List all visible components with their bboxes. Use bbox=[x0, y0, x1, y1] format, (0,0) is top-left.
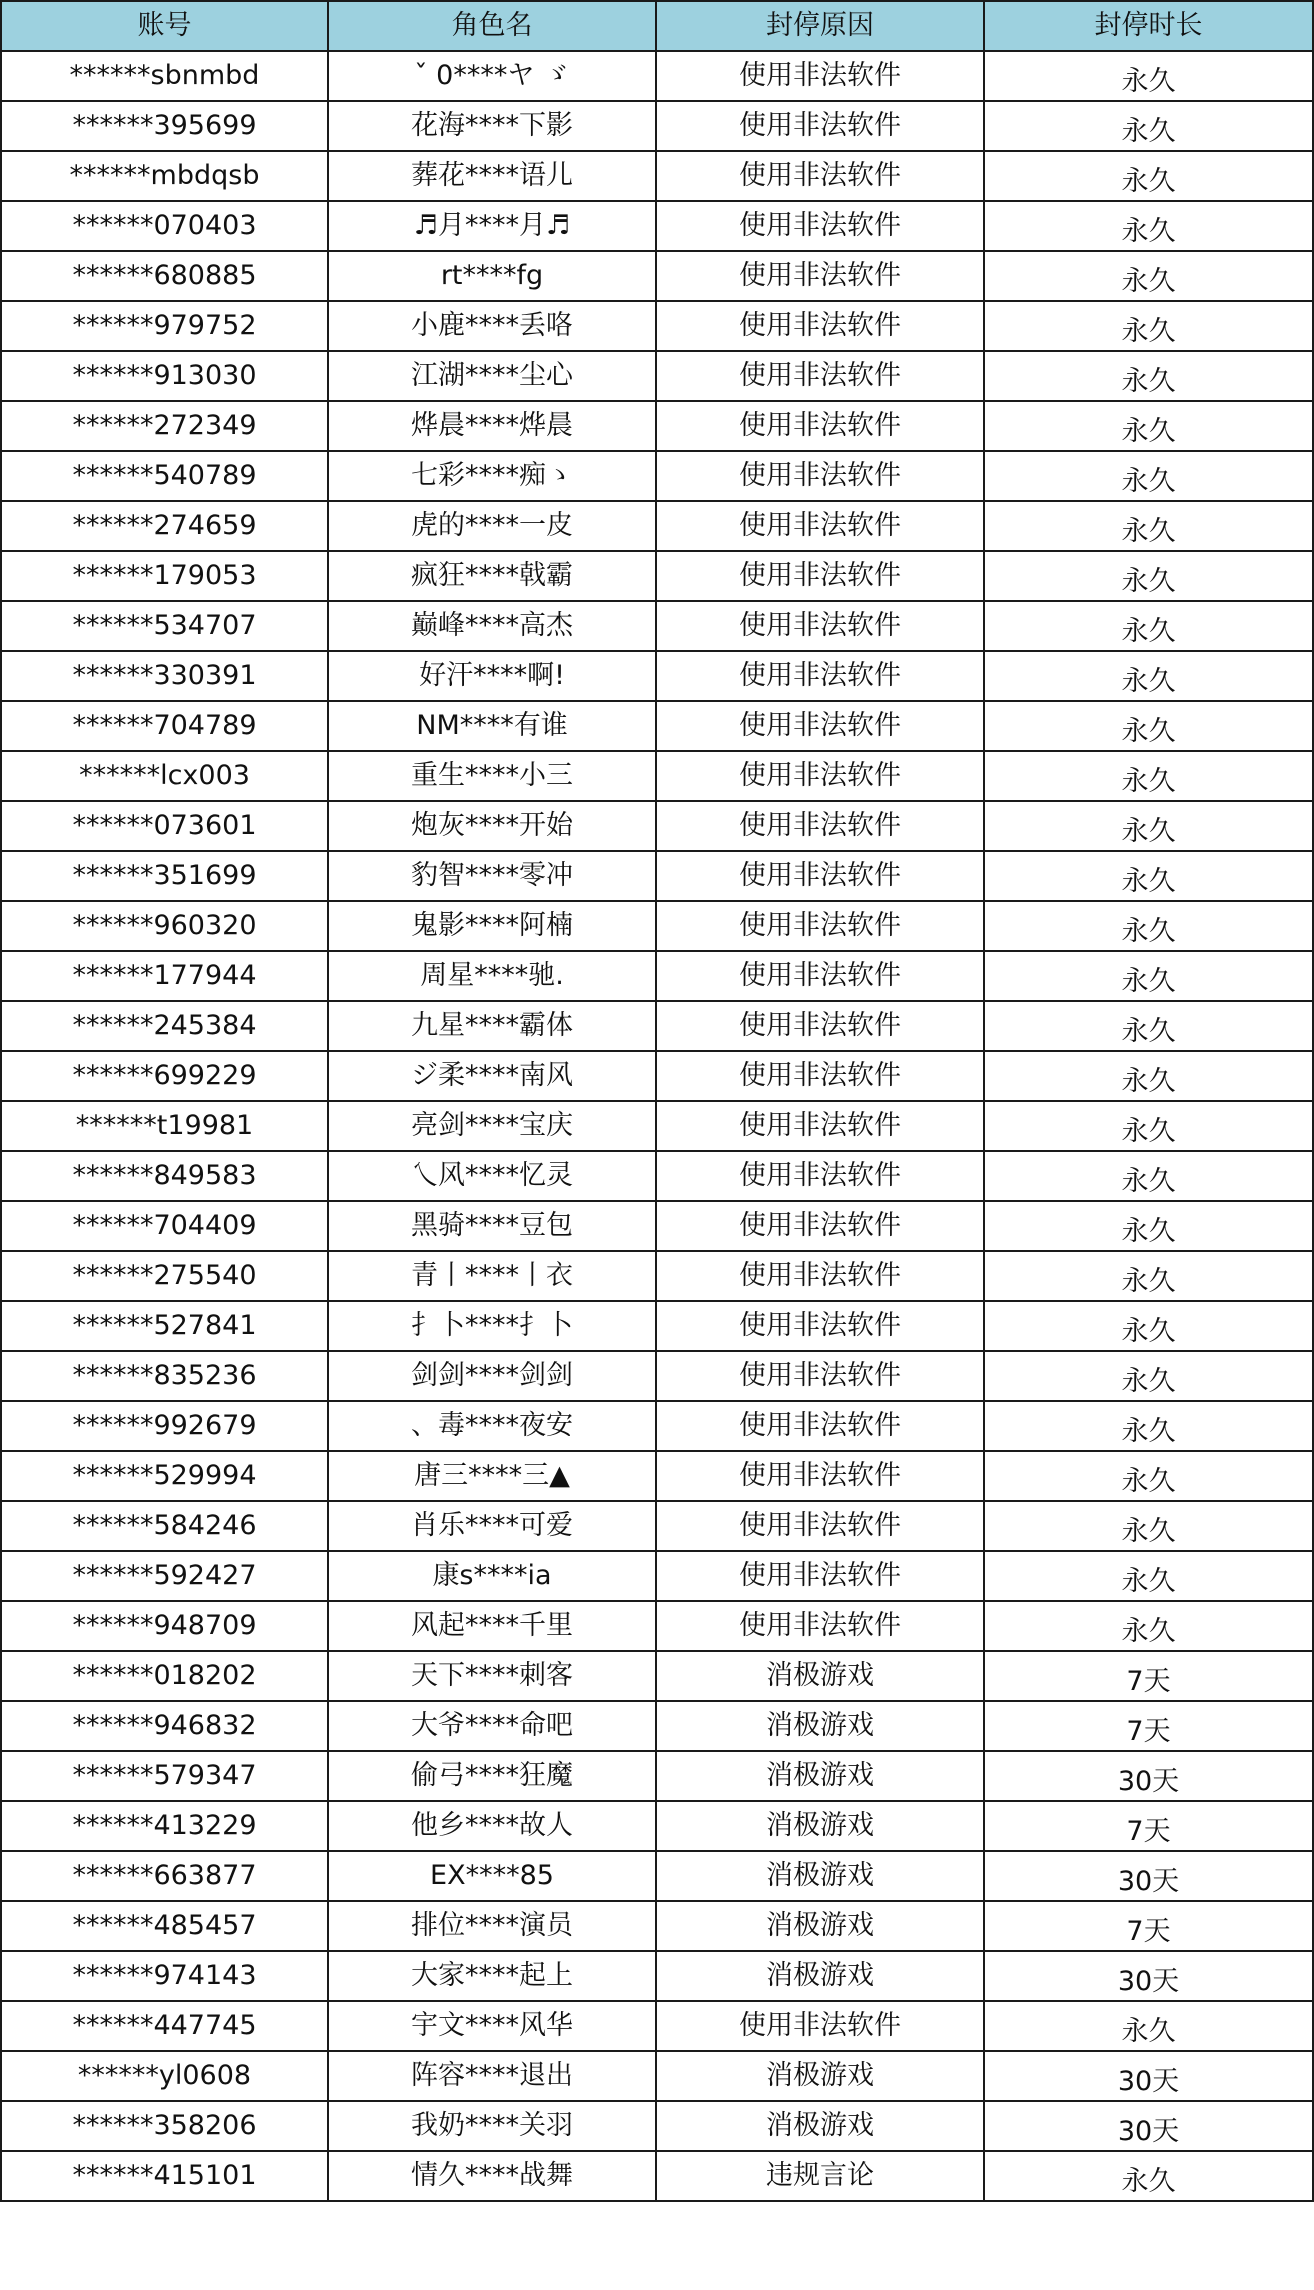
account-cell: ******413229 bbox=[1, 1801, 328, 1851]
role-name-cell: 我奶****关羽 bbox=[328, 2101, 656, 2151]
ban-duration-cell: 30天 bbox=[984, 1951, 1313, 2001]
ban-duration-cell: 永久 bbox=[984, 751, 1313, 801]
ban-duration-cell: 永久 bbox=[984, 1151, 1313, 1201]
ban-duration-cell: 永久 bbox=[984, 801, 1313, 851]
table-body bbox=[1, 51, 1313, 2201]
table-row bbox=[1, 651, 1313, 701]
ban-reason-cell: 使用非法软件 bbox=[656, 601, 984, 651]
account-cell: ******529994 bbox=[1, 1451, 328, 1501]
ban-reason-cell: 使用非法软件 bbox=[656, 701, 984, 751]
table-row bbox=[1, 1601, 1313, 1651]
table-row bbox=[1, 901, 1313, 951]
table-row bbox=[1, 751, 1313, 801]
account-cell: ******584246 bbox=[1, 1501, 328, 1551]
role-name-cell: 乀风****忆灵 bbox=[328, 1151, 656, 1201]
role-name-cell: 虎的****一皮 bbox=[328, 501, 656, 551]
account-cell: ******979752 bbox=[1, 301, 328, 351]
ban-reason-cell: 使用非法软件 bbox=[656, 51, 984, 101]
table-row bbox=[1, 351, 1313, 401]
table-row bbox=[1, 1501, 1313, 1551]
table-row bbox=[1, 451, 1313, 501]
ban-duration-cell: 永久 bbox=[984, 251, 1313, 301]
table-row bbox=[1, 2101, 1313, 2151]
table-row bbox=[1, 151, 1313, 201]
ban-duration-cell: 永久 bbox=[984, 1551, 1313, 1601]
ban-reason-cell: 使用非法软件 bbox=[656, 1101, 984, 1151]
ban-reason-cell: 使用非法软件 bbox=[656, 1351, 984, 1401]
ban-duration-cell: 永久 bbox=[984, 901, 1313, 951]
account-cell: ******395699 bbox=[1, 101, 328, 151]
table-row bbox=[1, 551, 1313, 601]
ban-duration-cell: 永久 bbox=[984, 1501, 1313, 1551]
ban-duration-cell: 永久 bbox=[984, 1101, 1313, 1151]
ban-duration-cell: 30天 bbox=[984, 2051, 1313, 2101]
table-row bbox=[1, 1751, 1313, 1801]
account-cell: ******699229 bbox=[1, 1051, 328, 1101]
ban-duration-cell: 永久 bbox=[984, 651, 1313, 701]
ban-duration-cell: 永久 bbox=[984, 2151, 1313, 2201]
ban-reason-cell: 使用非法软件 bbox=[656, 1301, 984, 1351]
ban-duration-cell: 永久 bbox=[984, 301, 1313, 351]
ban-reason-cell: 使用非法软件 bbox=[656, 1501, 984, 1551]
role-name-cell: 宇文****风华 bbox=[328, 2001, 656, 2051]
role-name-cell: 他乡****故人 bbox=[328, 1801, 656, 1851]
ban-reason-cell: 使用非法软件 bbox=[656, 1151, 984, 1201]
ban-duration-cell: 永久 bbox=[984, 2001, 1313, 2051]
table-row bbox=[1, 701, 1313, 751]
ban-duration-cell: 永久 bbox=[984, 1401, 1313, 1451]
table-row bbox=[1, 501, 1313, 551]
account-cell: ******704789 bbox=[1, 701, 328, 751]
role-name-cell: 花海****下影 bbox=[328, 101, 656, 151]
account-cell: ******t19981 bbox=[1, 1101, 328, 1151]
table-row bbox=[1, 1101, 1313, 1151]
table-row bbox=[1, 601, 1313, 651]
account-cell: ******sbnmbd bbox=[1, 51, 328, 101]
ban-duration-cell: 永久 bbox=[984, 201, 1313, 251]
table-row bbox=[1, 1401, 1313, 1451]
account-cell: ******992679 bbox=[1, 1401, 328, 1451]
role-name-cell: 亮剑****宝庆 bbox=[328, 1101, 656, 1151]
ban-duration-cell: 永久 bbox=[984, 101, 1313, 151]
table-row bbox=[1, 2001, 1313, 2051]
header-ban-duration: 封停时长 bbox=[984, 1, 1313, 51]
table-row bbox=[1, 1201, 1313, 1251]
role-name-cell: 风起****千里 bbox=[328, 1601, 656, 1651]
table-row bbox=[1, 851, 1313, 901]
account-cell: ******mbdqsb bbox=[1, 151, 328, 201]
ban-reason-cell: 使用非法软件 bbox=[656, 501, 984, 551]
role-name-cell: 重生****小三 bbox=[328, 751, 656, 801]
table-row bbox=[1, 201, 1313, 251]
ban-duration-cell: 永久 bbox=[984, 1301, 1313, 1351]
account-cell: ******447745 bbox=[1, 2001, 328, 2051]
role-name-cell: 周星****驰. bbox=[328, 951, 656, 1001]
role-name-cell: 阵容****退出 bbox=[328, 2051, 656, 2101]
ban-reason-cell: 消极游戏 bbox=[656, 1701, 984, 1751]
ban-reason-cell: 使用非法软件 bbox=[656, 1401, 984, 1451]
ban-duration-cell: 永久 bbox=[984, 1001, 1313, 1051]
ban-reason-cell: 使用非法软件 bbox=[656, 1451, 984, 1501]
account-cell: ******070403 bbox=[1, 201, 328, 251]
table-row bbox=[1, 1001, 1313, 1051]
ban-duration-cell: 永久 bbox=[984, 1251, 1313, 1301]
ban-reason-cell: 使用非法软件 bbox=[656, 451, 984, 501]
role-name-cell: 唐三****三▲ bbox=[328, 1451, 656, 1501]
account-cell: ******073601 bbox=[1, 801, 328, 851]
ban-reason-cell: 消极游戏 bbox=[656, 2051, 984, 2101]
role-name-cell: 小鹿****丢咯 bbox=[328, 301, 656, 351]
ban-reason-cell: 使用非法软件 bbox=[656, 201, 984, 251]
ban-duration-cell: 永久 bbox=[984, 151, 1313, 201]
account-cell: ******yl0608 bbox=[1, 2051, 328, 2101]
ban-duration-cell: 永久 bbox=[984, 451, 1313, 501]
ban-reason-cell: 使用非法软件 bbox=[656, 551, 984, 601]
table-row bbox=[1, 1651, 1313, 1701]
ban-duration-cell: 7天 bbox=[984, 1901, 1313, 1951]
ban-reason-cell: 使用非法软件 bbox=[656, 1251, 984, 1301]
ban-reason-cell: 使用非法软件 bbox=[656, 1051, 984, 1101]
account-cell: ******835236 bbox=[1, 1351, 328, 1401]
role-name-cell: 排位****演员 bbox=[328, 1901, 656, 1951]
account-cell: ******275540 bbox=[1, 1251, 328, 1301]
table-row bbox=[1, 1701, 1313, 1751]
account-cell: ******704409 bbox=[1, 1201, 328, 1251]
role-name-cell: 九星****霸体 bbox=[328, 1001, 656, 1051]
header-account: 账号 bbox=[1, 1, 328, 51]
table-row bbox=[1, 1301, 1313, 1351]
role-name-cell: 剑剑****剑剑 bbox=[328, 1351, 656, 1401]
table-row bbox=[1, 1151, 1313, 1201]
account-cell: ******272349 bbox=[1, 401, 328, 451]
ban-reason-cell: 使用非法软件 bbox=[656, 2001, 984, 2051]
account-cell: ******680885 bbox=[1, 251, 328, 301]
table-row bbox=[1, 101, 1313, 151]
ban-reason-cell: 消极游戏 bbox=[656, 1851, 984, 1901]
role-name-cell: EX****85 bbox=[328, 1851, 656, 1901]
account-cell: ******849583 bbox=[1, 1151, 328, 1201]
account-cell: ******527841 bbox=[1, 1301, 328, 1351]
ban-duration-cell: 永久 bbox=[984, 401, 1313, 451]
ban-reason-cell: 使用非法软件 bbox=[656, 801, 984, 851]
role-name-cell: 巅峰****高杰 bbox=[328, 601, 656, 651]
ban-duration-cell: 永久 bbox=[984, 1451, 1313, 1501]
ban-reason-cell: 使用非法软件 bbox=[656, 851, 984, 901]
ban-reason-cell: 使用非法软件 bbox=[656, 351, 984, 401]
role-name-cell: 、毒****夜安 bbox=[328, 1401, 656, 1451]
table-row bbox=[1, 1801, 1313, 1851]
ban-duration-cell: 永久 bbox=[984, 501, 1313, 551]
role-name-cell: 好汗****啊! bbox=[328, 651, 656, 701]
table-row bbox=[1, 951, 1313, 1001]
account-cell: ******358206 bbox=[1, 2101, 328, 2151]
ban-reason-cell: 使用非法软件 bbox=[656, 1001, 984, 1051]
ban-duration-cell: 永久 bbox=[984, 51, 1313, 101]
ban-duration-cell: 永久 bbox=[984, 701, 1313, 751]
role-name-cell: 鬼影****阿楠 bbox=[328, 901, 656, 951]
table-row bbox=[1, 301, 1313, 351]
ban-reason-cell: 使用非法软件 bbox=[656, 651, 984, 701]
account-cell: ******948709 bbox=[1, 1601, 328, 1651]
role-name-cell: 葬花****语儿 bbox=[328, 151, 656, 201]
ban-reason-cell: 使用非法软件 bbox=[656, 901, 984, 951]
ban-duration-cell: 30天 bbox=[984, 2101, 1313, 2151]
ban-reason-cell: 使用非法软件 bbox=[656, 751, 984, 801]
ban-reason-cell: 使用非法软件 bbox=[656, 251, 984, 301]
account-cell: ******274659 bbox=[1, 501, 328, 551]
role-name-cell: 肖乐****可爱 bbox=[328, 1501, 656, 1551]
table-row bbox=[1, 1551, 1313, 1601]
role-name-cell: 青丨****丨衣 bbox=[328, 1251, 656, 1301]
table-row bbox=[1, 1451, 1313, 1501]
table-row bbox=[1, 251, 1313, 301]
table-row bbox=[1, 2151, 1313, 2201]
ban-duration-cell: 永久 bbox=[984, 1351, 1313, 1401]
role-name-cell: ジ柔****南风 bbox=[328, 1051, 656, 1101]
role-name-cell: 烨晨****烨晨 bbox=[328, 401, 656, 451]
ban-reason-cell: 使用非法软件 bbox=[656, 151, 984, 201]
account-cell: ******415101 bbox=[1, 2151, 328, 2201]
ban-reason-cell: 消极游戏 bbox=[656, 1651, 984, 1701]
role-name-cell: NM****有谁 bbox=[328, 701, 656, 751]
role-name-cell: ˇ 0****ヤ ゞ bbox=[328, 51, 656, 101]
role-name-cell: 豹智****零冲 bbox=[328, 851, 656, 901]
role-name-cell: 扌卜****扌卜 bbox=[328, 1301, 656, 1351]
table-row bbox=[1, 1851, 1313, 1901]
account-cell: ******018202 bbox=[1, 1651, 328, 1701]
account-cell: ******579347 bbox=[1, 1751, 328, 1801]
role-name-cell: rt****fg bbox=[328, 251, 656, 301]
ban-reason-cell: 使用非法软件 bbox=[656, 1601, 984, 1651]
table-row bbox=[1, 1951, 1313, 2001]
ban-reason-cell: 使用非法软件 bbox=[656, 101, 984, 151]
account-cell: ******534707 bbox=[1, 601, 328, 651]
ban-reason-cell: 使用非法软件 bbox=[656, 1201, 984, 1251]
ban-reason-cell: 消极游戏 bbox=[656, 1751, 984, 1801]
header-row bbox=[1, 1, 1313, 51]
account-cell: ******540789 bbox=[1, 451, 328, 501]
account-cell: ******245384 bbox=[1, 1001, 328, 1051]
ban-duration-cell: 永久 bbox=[984, 1051, 1313, 1101]
role-name-cell: 康s****ia bbox=[328, 1551, 656, 1601]
ban-duration-cell: 永久 bbox=[984, 351, 1313, 401]
account-cell: ******974143 bbox=[1, 1951, 328, 2001]
ban-reason-cell: 违规言论 bbox=[656, 2151, 984, 2201]
table-row bbox=[1, 2051, 1313, 2101]
table-row bbox=[1, 51, 1313, 101]
role-name-cell: ♬月****月♬ bbox=[328, 201, 656, 251]
account-cell: ******592427 bbox=[1, 1551, 328, 1601]
table-row bbox=[1, 801, 1313, 851]
table-row bbox=[1, 1901, 1313, 1951]
account-cell: ******960320 bbox=[1, 901, 328, 951]
role-name-cell: 情久****战舞 bbox=[328, 2151, 656, 2201]
table-row bbox=[1, 1251, 1313, 1301]
ban-duration-cell: 永久 bbox=[984, 851, 1313, 901]
header-ban-reason: 封停原因 bbox=[656, 1, 984, 51]
account-cell: ******351699 bbox=[1, 851, 328, 901]
account-cell: ******lcx003 bbox=[1, 751, 328, 801]
table-row bbox=[1, 1051, 1313, 1101]
ban-duration-cell: 7天 bbox=[984, 1651, 1313, 1701]
role-name-cell: 偷弓****狂魔 bbox=[328, 1751, 656, 1801]
account-cell: ******177944 bbox=[1, 951, 328, 1001]
table-row bbox=[1, 401, 1313, 451]
account-cell: ******179053 bbox=[1, 551, 328, 601]
ban-reason-cell: 消极游戏 bbox=[656, 1801, 984, 1851]
header-role-name: 角色名 bbox=[328, 1, 656, 51]
ban-reason-cell: 使用非法软件 bbox=[656, 401, 984, 451]
ban-duration-cell: 永久 bbox=[984, 1201, 1313, 1251]
ban-duration-cell: 7天 bbox=[984, 1801, 1313, 1851]
ban-reason-cell: 消极游戏 bbox=[656, 2101, 984, 2151]
account-cell: ******946832 bbox=[1, 1701, 328, 1751]
ban-duration-cell: 7天 bbox=[984, 1701, 1313, 1751]
ban-duration-cell: 30天 bbox=[984, 1751, 1313, 1801]
ban-duration-cell: 永久 bbox=[984, 551, 1313, 601]
table-header bbox=[1, 1, 1313, 51]
ban-reason-cell: 使用非法软件 bbox=[656, 1551, 984, 1601]
ban-duration-cell: 永久 bbox=[984, 951, 1313, 1001]
role-name-cell: 大爷****命吧 bbox=[328, 1701, 656, 1751]
role-name-cell: 大家****起上 bbox=[328, 1951, 656, 2001]
account-cell: ******330391 bbox=[1, 651, 328, 701]
account-cell: ******663877 bbox=[1, 1851, 328, 1901]
account-cell: ******485457 bbox=[1, 1901, 328, 1951]
ban-duration-cell: 永久 bbox=[984, 1601, 1313, 1651]
role-name-cell: 黑骑****豆包 bbox=[328, 1201, 656, 1251]
ban-reason-cell: 使用非法软件 bbox=[656, 951, 984, 1001]
ban-duration-cell: 永久 bbox=[984, 601, 1313, 651]
ban-reason-cell: 消极游戏 bbox=[656, 1951, 984, 2001]
table-row bbox=[1, 1351, 1313, 1401]
account-cell: ******913030 bbox=[1, 351, 328, 401]
ban-reason-cell: 消极游戏 bbox=[656, 1901, 984, 1951]
ban-duration-cell: 30天 bbox=[984, 1851, 1313, 1901]
role-name-cell: 七彩****痴ゝ bbox=[328, 451, 656, 501]
role-name-cell: 炮灰****开始 bbox=[328, 801, 656, 851]
ban-reason-cell: 使用非法软件 bbox=[656, 301, 984, 351]
role-name-cell: 疯狂****戟霸 bbox=[328, 551, 656, 601]
role-name-cell: 天下****刺客 bbox=[328, 1651, 656, 1701]
role-name-cell: 江湖****尘心 bbox=[328, 351, 656, 401]
